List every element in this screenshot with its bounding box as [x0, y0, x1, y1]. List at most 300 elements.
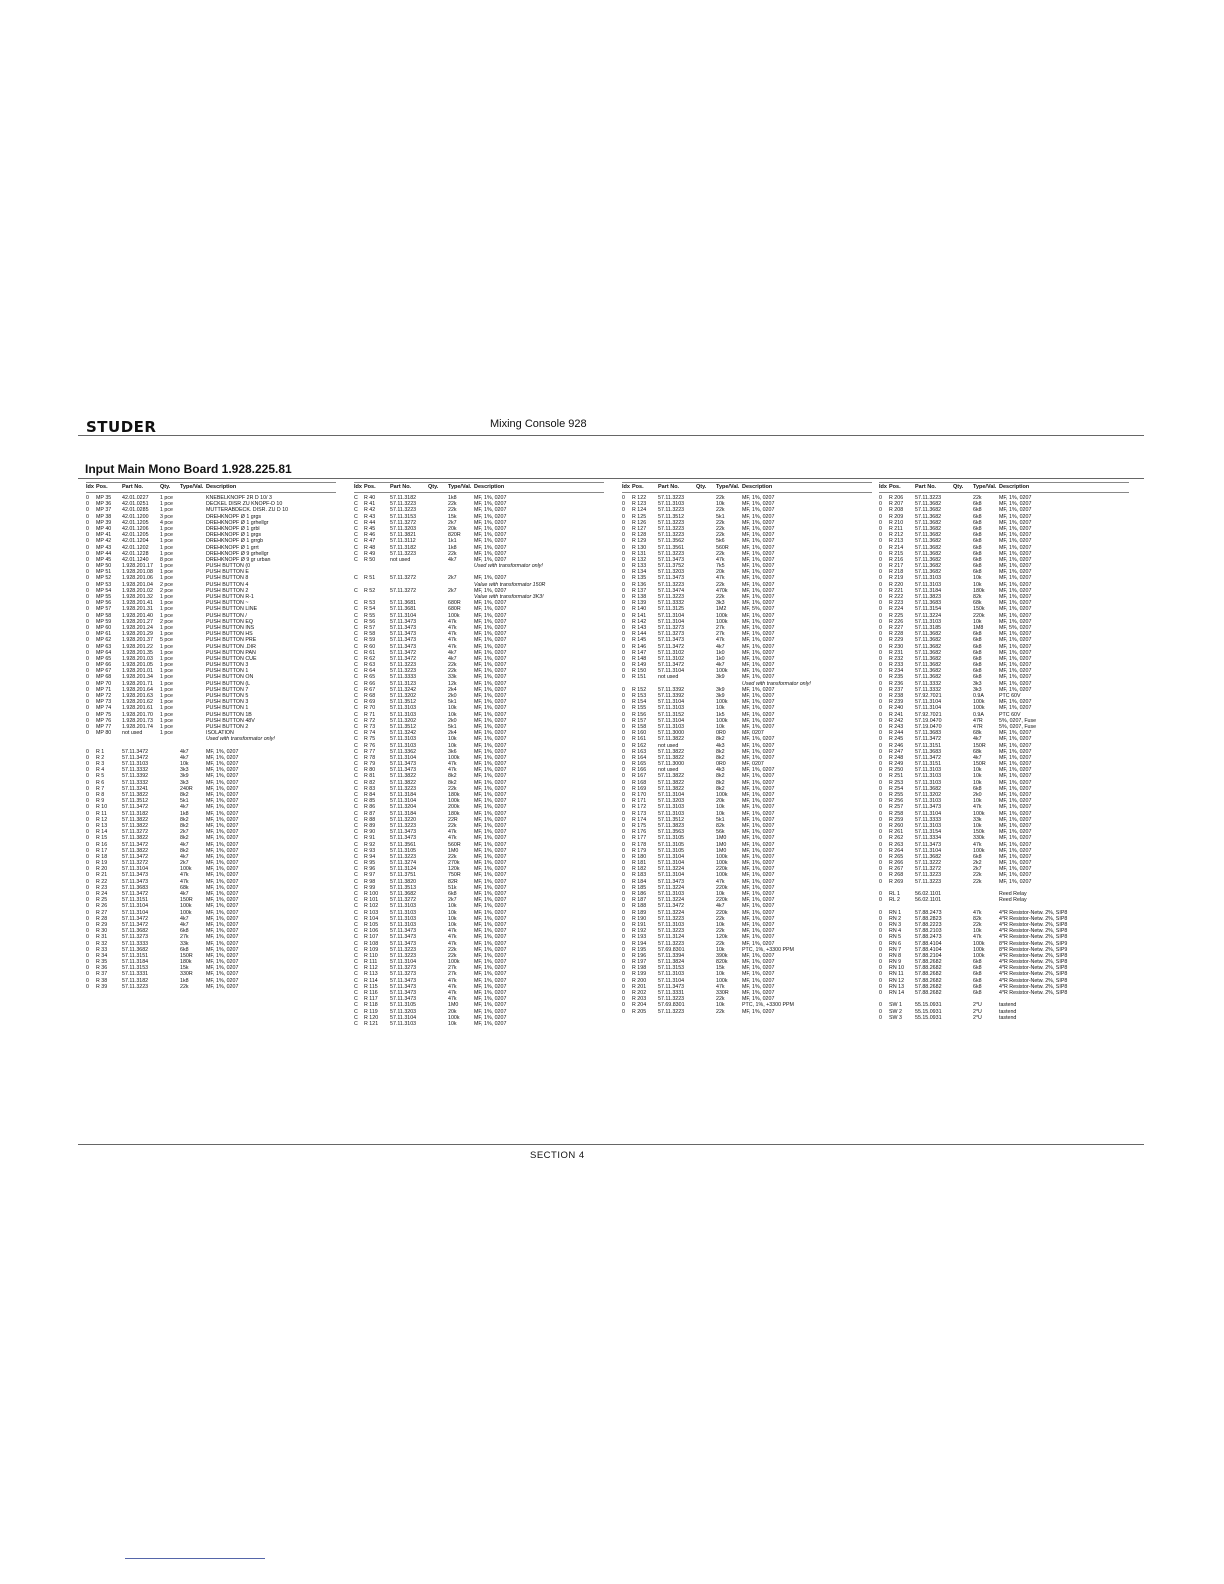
table-cell: R 147 — [632, 649, 647, 656]
table-cell: R 186 — [632, 891, 647, 897]
table-cell: 0 — [622, 798, 625, 805]
table-cell: 0 — [879, 866, 882, 873]
table-cell: PUSH BUTTON (L — [206, 680, 251, 687]
table-cell: 1 pce — [160, 501, 173, 508]
table-cell: MF, 1%, 0207 — [999, 538, 1032, 545]
table-cell: 57.11.3473 — [390, 624, 417, 631]
table-cell: 1.928.201.24 — [122, 624, 153, 631]
page-edge-line — [125, 1558, 265, 1559]
table-cell: R 265 — [889, 853, 904, 860]
table-cell: 57.11.3104 — [390, 612, 417, 619]
table-cell: 0 — [622, 903, 625, 910]
table-cell: 0 — [622, 655, 625, 662]
table-cell: MF, 1%, 0207 — [474, 946, 507, 953]
table-header — [86, 482, 336, 493]
table-cell: tastend — [999, 1008, 1017, 1015]
table-cell: MP 61 — [96, 631, 112, 638]
table-cell: R 161 — [632, 736, 647, 743]
table-cell: MF, 1%, 0207 — [742, 928, 775, 935]
table-cell: 57.11.3682 — [915, 532, 942, 539]
table-cell: R 96 — [364, 866, 376, 873]
table-cell: R 92 — [364, 841, 376, 848]
table-cell: MF, 1%, 0207 — [999, 742, 1032, 749]
table-cell: 4k7 — [180, 915, 189, 922]
table-header — [354, 482, 604, 493]
table-cell: MF, 1%, 0207 — [742, 878, 775, 885]
table-cell: 0 — [86, 723, 89, 730]
table-cell: MF, 1%, 0207 — [999, 829, 1032, 836]
table-cell: 22k — [448, 662, 457, 669]
table-cell: 6k8 — [973, 643, 982, 650]
table-cell: 10k — [448, 711, 457, 718]
table-cell: R 262 — [889, 835, 904, 842]
table-cell: MF, 1%, 0207 — [742, 736, 775, 743]
table-cell: 57.11.3203 — [390, 1008, 417, 1015]
table-cell: 0 — [622, 550, 625, 557]
table-cell: 0 — [879, 594, 882, 600]
table-cell: R 85 — [364, 798, 376, 805]
table-cell: 57.11.3472 — [122, 804, 149, 811]
table-cell: 0 — [622, 915, 625, 922]
table-cell: R 29 — [96, 921, 108, 928]
table-cell: C — [354, 779, 358, 786]
table-cell: DREHKNOPF Ø 1 grrgb — [206, 538, 264, 545]
table-cell: 22k — [716, 581, 725, 588]
table-cell: 0 — [622, 921, 625, 928]
table-cell: 0 — [86, 971, 89, 978]
table-cell: 47k — [448, 983, 457, 990]
table-cell: 57.11.3822 — [390, 779, 417, 786]
table-cell: R 213 — [889, 538, 904, 545]
column-header: Type/Val. — [716, 484, 740, 490]
table-cell: R 68 — [364, 693, 376, 699]
table-cell: R 167 — [632, 773, 647, 780]
table-cell: C — [354, 674, 358, 681]
table-cell: PUSH BUTTON EQ — [206, 618, 253, 625]
table-cell: MF, 1%, 0207 — [474, 878, 507, 885]
table-cell: R 245 — [889, 736, 904, 743]
table-cell: 0 — [879, 624, 882, 631]
table-cell: RN 5 — [889, 934, 902, 941]
table-cell: 55.15.0931 — [915, 1002, 942, 1009]
table-cell: 0 — [86, 903, 89, 910]
table-cell: C — [354, 897, 358, 904]
table-cell: C — [354, 903, 358, 910]
table-cell: 5k6 — [716, 538, 725, 545]
table-cell: 57.11.3332 — [915, 680, 942, 687]
table-cell: MF, 1%, 0207 — [999, 606, 1032, 613]
table-cell: MF, 1%, 0207 — [742, 841, 775, 848]
table-cell: 6k8 — [973, 662, 982, 669]
table-cell: R 2 — [96, 754, 105, 761]
table-cell: 0 — [879, 952, 882, 959]
table-cell: 57.11.3224 — [658, 897, 685, 904]
table-cell: 0 — [622, 853, 625, 860]
table-cell: 4*R Resistor-Netw. 2%, SIP8 — [999, 952, 1068, 959]
table-cell: 57.11.3242 — [390, 686, 417, 693]
table-cell: MF, 1%, 0207 — [206, 847, 239, 854]
table-cell: 5k1 — [180, 798, 189, 805]
table-cell: RN 1 — [889, 909, 902, 916]
table-cell: 8k2 — [716, 773, 725, 780]
table-cell: 0 — [86, 556, 89, 563]
table-cell: R 65 — [364, 674, 376, 681]
table-cell: MF, 1%, 0207 — [742, 996, 775, 1003]
table-cell: RN 2 — [889, 915, 902, 922]
table-cell: 57.11.3103 — [658, 705, 685, 712]
table-cell: R 87 — [364, 810, 376, 817]
table-cell: C — [354, 600, 358, 607]
table-cell: 0 — [86, 779, 89, 786]
table-cell: R 60 — [364, 643, 376, 650]
table-cell: R 240 — [889, 705, 904, 712]
table-cell: MF, 1%, 0207 — [742, 662, 775, 669]
table-cell: MF, 1%, 0207 — [999, 853, 1032, 860]
table-cell: MF, 1%, 0207 — [999, 662, 1032, 669]
table-cell: MF, 1%, 0207 — [206, 946, 239, 953]
table-cell: 68k — [973, 730, 982, 737]
table-cell: R 241 — [889, 711, 904, 718]
table-cell: 0 — [879, 810, 882, 817]
table-cell: R 97 — [364, 872, 376, 879]
table-cell: R 146 — [632, 643, 647, 650]
table-cell: 1k8 — [180, 810, 189, 817]
table-cell: MP 39 — [96, 519, 112, 526]
table-cell: 180k — [973, 587, 985, 594]
table-cell: 0 — [86, 909, 89, 916]
table-cell: 560R — [716, 544, 729, 551]
table-cell: C — [354, 748, 358, 755]
table-cell: 0 — [879, 717, 882, 724]
table-cell: MF, 1%, 0207 — [206, 903, 239, 910]
table-cell: MF, 1%, 0207 — [206, 891, 239, 897]
table-cell: MF, 1%, 0207 — [474, 717, 507, 724]
table-cell: MF, 1%, 0207 — [474, 513, 507, 520]
table-cell: 1M8 — [973, 624, 984, 631]
table-cell: 0 — [879, 711, 882, 718]
table-cell: MF, 1%, 0207 — [999, 835, 1032, 842]
table-cell: 8k2 — [716, 779, 725, 786]
table-cell: 0 — [879, 631, 882, 638]
table-cell: R 25 — [96, 897, 108, 904]
table-cell: MF, 1%, 0207 — [999, 767, 1032, 774]
table-cell: R 28 — [96, 915, 108, 922]
table-cell: 22k — [973, 921, 982, 928]
table-cell: 0 — [86, 767, 89, 774]
table-cell: 100k — [973, 699, 985, 706]
table-cell: 150R — [180, 897, 193, 904]
table-cell: MF, 1%, 0207 — [742, 798, 775, 805]
table-cell: MF, 1%, 0207 — [742, 921, 775, 928]
table-row — [622, 1009, 872, 1015]
table-cell: MF, 1%, 0207 — [206, 959, 239, 966]
table-cell: MF, 1%, 0207 — [999, 730, 1032, 737]
table-cell: 57.11.3104 — [390, 754, 417, 761]
table-cell: 57.11.3223 — [658, 940, 685, 947]
table-cell: DREHKNOPF Ø 1 grbl — [206, 525, 260, 532]
table-cell: C — [354, 525, 358, 532]
table-cell: 10k — [973, 767, 982, 774]
table-cell: 57.11.3104 — [122, 909, 149, 916]
table-cell: 10k — [180, 761, 189, 768]
table-cell: 57.11.3472 — [915, 754, 942, 761]
table-cell: R 234 — [889, 668, 904, 675]
table-cell: 0 — [622, 804, 625, 811]
table-cell: R 246 — [889, 742, 904, 749]
table-cell: MF, 1%, 0207 — [474, 655, 507, 662]
table-cell: 0 — [86, 804, 89, 811]
table-cell: 22k — [448, 853, 457, 860]
table-cell: R 95 — [364, 860, 376, 867]
table-cell: R 50 — [364, 556, 376, 563]
table-cell: R 22 — [96, 878, 108, 885]
table-cell: R 174 — [632, 816, 647, 823]
table-cell: MF, 1%, 0207 — [474, 915, 507, 922]
table-cell: RN 3 — [889, 921, 902, 928]
table-cell: MF, 1%, 0207 — [474, 965, 507, 972]
table-cell: 0 — [879, 841, 882, 848]
table-cell: MP 66 — [96, 662, 112, 669]
table-cell: MP 77 — [96, 723, 112, 730]
table-cell: R 39 — [96, 983, 108, 990]
table-cell: 0 — [622, 581, 625, 588]
table-cell: 6k8 — [973, 501, 982, 508]
table-cell: 0 — [622, 513, 625, 520]
table-cell: 6k8 — [973, 977, 982, 984]
table-cell: R 52 — [364, 587, 376, 594]
table-cell: 0 — [879, 723, 882, 730]
table-cell: C — [354, 736, 358, 743]
table-cell: 15k — [716, 965, 725, 972]
table-cell: 57.11.3151 — [122, 897, 149, 904]
table-cell: R 63 — [364, 662, 376, 669]
table-cell: 1 pce — [160, 730, 173, 737]
table-cell: 0 — [879, 668, 882, 675]
table-cell: 57.11.3223 — [390, 853, 417, 860]
table-cell: C — [354, 612, 358, 619]
column-header: Idx — [354, 484, 362, 490]
table-cell: MF, 1%, 0207 — [474, 618, 507, 625]
table-cell: 57.11.3473 — [122, 878, 149, 885]
table-cell: 57.11.3154 — [915, 829, 942, 836]
table-cell: R 44 — [364, 519, 376, 526]
table-cell: 27k — [448, 971, 457, 978]
table-cell: 180k — [448, 810, 460, 817]
table-cell: 1 pce — [160, 723, 173, 730]
table-cell: 0 — [622, 575, 625, 582]
table-cell: 47k — [448, 996, 457, 1003]
table-cell: PTC, 1%, +3300 PPM — [742, 1002, 794, 1009]
table-cell: 0 — [622, 686, 625, 693]
table-cell: MF, 1%, 0207 — [742, 971, 775, 978]
table-cell: MF, 1%, 0207 — [206, 835, 239, 842]
table-cell: 100k — [973, 946, 985, 953]
table-cell: RN 13 — [889, 983, 905, 990]
table-cell: 0 — [879, 891, 882, 897]
table-cell: 0 — [879, 915, 882, 922]
table-cell: 220k — [716, 884, 728, 891]
table-cell: 2 pce — [160, 618, 173, 625]
table-cell: 6k8 — [973, 556, 982, 563]
table-cell: Value with transformator 3K3! — [474, 594, 544, 600]
table-cell: 0 — [86, 835, 89, 842]
table-cell: 57.11.3222 — [915, 860, 942, 867]
table-cell: R 86 — [364, 804, 376, 811]
table-cell: 10k — [448, 921, 457, 928]
table-cell: 8k2 — [716, 785, 725, 792]
table-cell: 4k7 — [716, 662, 725, 669]
table-cell: PUSH BUTTON INS — [206, 624, 255, 631]
table-cell: R 122 — [632, 495, 647, 501]
table-cell: 8k2 — [180, 816, 189, 823]
table-cell: MF, 1%, 0207 — [999, 792, 1032, 798]
table-cell: 57.11.3822 — [390, 773, 417, 780]
table-cell: 47R — [973, 723, 983, 730]
table-cell: R 127 — [632, 525, 647, 532]
table-cell: 100k — [716, 668, 728, 675]
table-cell: MP 64 — [96, 649, 112, 656]
table-cell: PTC 60V — [999, 693, 1021, 699]
table-cell: MF, 1%, 0207 — [742, 699, 775, 706]
table-cell: 57.11.3184 — [390, 792, 417, 798]
table-cell: R 172 — [632, 804, 647, 811]
table-cell: 57.11.3332 — [122, 767, 149, 774]
table-cell: C — [354, 996, 358, 1003]
table-cell: C — [354, 959, 358, 966]
table-cell: 0 — [622, 996, 625, 1003]
table-cell: 6k8 — [973, 550, 982, 557]
table-cell: 57.11.3104 — [915, 810, 942, 817]
table-cell: 57.11.3104 — [658, 977, 685, 984]
table-cell: 0 — [622, 1002, 625, 1009]
table-cell: R 175 — [632, 822, 647, 829]
table-cell: C — [354, 693, 358, 699]
table-cell: R 98 — [364, 878, 376, 885]
table-cell: PUSH BUTTON 4 — [206, 581, 249, 588]
table-cell: 5 pce — [160, 637, 173, 644]
table-cell: MF, 1%, 0207 — [206, 853, 239, 860]
table-cell: R 145 — [632, 637, 647, 644]
table-cell: 57.11.3512 — [658, 816, 685, 823]
table-cell: 22k — [716, 507, 725, 514]
table-cell: R 222 — [889, 594, 904, 600]
table-cell: 100k — [716, 792, 728, 798]
table-cell: 57.11.3472 — [122, 891, 149, 897]
table-cell: MF, 1%, 0207 — [742, 977, 775, 984]
table-cell: 0.9A — [973, 711, 984, 718]
table-cell: 57.11.3682 — [390, 891, 417, 897]
table-cell: 0 — [86, 748, 89, 755]
table-cell: MF, 1%, 0207 — [742, 612, 775, 619]
table-cell: C — [354, 767, 358, 774]
table-cell: R 125 — [632, 513, 647, 520]
table-cell: MP 70 — [96, 680, 112, 687]
table-cell: R 251 — [889, 773, 904, 780]
table-cell: 0 — [86, 643, 89, 650]
table-cell: R 132 — [632, 556, 647, 563]
table-cell: MF, 1%, 0207 — [742, 705, 775, 712]
table-cell: MF, 1%, 0207 — [474, 662, 507, 669]
table-cell: 5%, 0207, Fuse — [999, 717, 1037, 724]
table-cell: 57.11.3203 — [390, 525, 417, 532]
table-cell: R 3 — [96, 761, 105, 768]
table-cell: 0 — [622, 532, 625, 539]
table-cell: MF, 1%, 0207 — [742, 785, 775, 792]
table-cell: 6k8 — [973, 983, 982, 990]
table-cell: DREHKNOPF Ø 1 grgs — [206, 513, 262, 520]
table-cell: R 220 — [889, 581, 904, 588]
table-cell: C — [354, 699, 358, 706]
table-cell: C — [354, 507, 358, 514]
table-cell: MF, 1%, 0207 — [474, 872, 507, 879]
table-cell: 57.11.3681 — [390, 600, 417, 607]
table-cell: R 155 — [632, 705, 647, 712]
table-cell: MF, 1%, 0207 — [474, 860, 507, 867]
table-cell: 57.11.3104 — [390, 959, 417, 966]
table-cell: PUSH BUTTON (0 — [206, 563, 251, 570]
table-cell: MF, 1%, 0207 — [474, 835, 507, 842]
table-cell: R 232 — [889, 655, 904, 662]
table-cell: 42.01.0285 — [122, 507, 149, 514]
table-cell: 10k — [716, 810, 725, 817]
table-cell: MF, 1%, 0207 — [474, 532, 507, 539]
table-cell: MF, 1%, 0207 — [474, 761, 507, 768]
table-cell: R 117 — [364, 996, 378, 1003]
table-cell: 1M0 — [716, 835, 727, 842]
table-cell: 1.928.201.04 — [122, 581, 153, 588]
table-cell: MF, 1%, 0207 — [206, 761, 239, 768]
table-cell: MF, 1%, 0207 — [206, 785, 239, 792]
table-cell: MF, 5%, 0207 — [999, 624, 1032, 631]
table-cell: 57.11.3124 — [390, 866, 417, 873]
table-cell: C — [354, 1014, 358, 1021]
table-cell: MF, 1%, 0207 — [474, 897, 507, 904]
table-cell: R 1 — [96, 748, 105, 755]
table-cell: C — [354, 631, 358, 638]
table-cell: R 194 — [632, 940, 647, 947]
console-title: Mixing Console 928 — [490, 418, 587, 430]
table-cell: 0 — [86, 693, 89, 699]
table-cell: 57.11.3472 — [122, 921, 149, 928]
table-cell: 57.11.3472 — [122, 748, 149, 755]
table-cell: 0 — [879, 1014, 882, 1021]
table-cell: R 226 — [889, 618, 904, 625]
table-cell: 0 — [86, 631, 89, 638]
table-cell: 57.11.3103 — [658, 501, 685, 508]
table-cell: C — [354, 754, 358, 761]
table-cell: R 106 — [364, 928, 379, 935]
table-cell: MF, 1%, 0207 — [999, 525, 1032, 532]
table-cell: R 235 — [889, 674, 904, 681]
table-cell: 42.01.0251 — [122, 501, 149, 508]
table-cell: PTC 60V — [999, 711, 1021, 718]
table-cell: 10k — [973, 822, 982, 829]
table-cell: 0 — [86, 544, 89, 551]
table-cell: 0 — [622, 878, 625, 885]
table-cell: MF, 1%, 0207 — [474, 959, 507, 966]
table-cell: 0 — [622, 723, 625, 730]
table-cell: 0 — [86, 649, 89, 656]
table-cell: 57.11.3104 — [658, 618, 685, 625]
table-cell: not used — [658, 742, 679, 749]
table-cell: 57.11.3112 — [390, 538, 416, 545]
table-cell: MF, 1%, 0207 — [206, 754, 239, 761]
table-cell: MP 38 — [96, 513, 112, 520]
table-cell: 57.11.3331 — [122, 971, 149, 978]
table-cell: R 59 — [364, 637, 376, 644]
table-cell: 1.928.201.61 — [122, 705, 153, 712]
table-cell: R 105 — [364, 921, 379, 928]
